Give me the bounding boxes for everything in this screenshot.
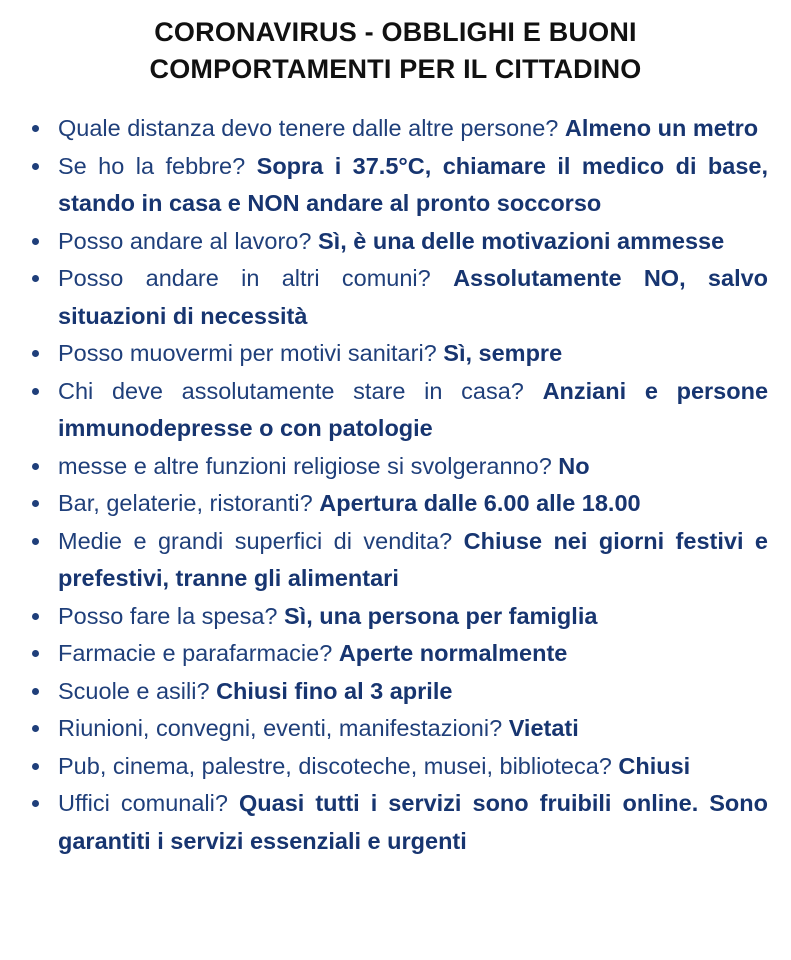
question-text: Farmacie e parafarmacie? bbox=[58, 640, 333, 666]
answer-text: Anziani e persone immunodepresse o con patologie bbox=[58, 377, 769, 441]
question-text: Medie e grandi superfici di vendita? bbox=[58, 527, 453, 554]
question-text: Quale distanza devo tenere dalle altre persone? bbox=[58, 115, 559, 141]
answer-text: Sopra i 37.5°C, chiamare il medico di base, stando in casa e NON andare al pronto soccorso bbox=[58, 152, 769, 216]
answer-text: Vietati bbox=[508, 715, 579, 741]
list-item bbox=[58, 485, 768, 523]
question-text: Chi deve assolutamente stare in casa? bbox=[58, 377, 524, 404]
faq-list bbox=[58, 110, 768, 860]
list-item bbox=[58, 148, 768, 223]
list-item bbox=[58, 110, 768, 148]
answer-text: Almeno un metro bbox=[564, 115, 759, 141]
list-item bbox=[58, 448, 768, 486]
list-item bbox=[58, 223, 768, 261]
list-item bbox=[58, 598, 768, 636]
question-text: Riunioni, convegni, eventi, manifestazioni? bbox=[58, 715, 503, 741]
answer-text: Chiusi fino al 3 aprile bbox=[216, 677, 453, 704]
list-item bbox=[58, 748, 768, 786]
question-text: Posso andare al lavoro? bbox=[58, 227, 312, 254]
list-item bbox=[58, 335, 768, 373]
list-item bbox=[58, 523, 768, 598]
answer-text: Apertura dalle 6.00 alle 18.00 bbox=[319, 490, 641, 516]
list-item bbox=[58, 260, 768, 335]
title-line-2: COMPORTAMENTI PER IL CITTADINO bbox=[149, 54, 642, 84]
title-line-1: CORONAVIRUS - OBBLIGHI E BUONI bbox=[154, 17, 637, 47]
question-text: Se ho la febbre? bbox=[58, 152, 246, 179]
answer-text: Quasi tutti i servizi sono fruibili online. Sono garantiti i servizi essenziali e urgenti bbox=[58, 790, 768, 854]
question-text: Scuole e asili? bbox=[58, 677, 210, 704]
question-text: Bar, gelaterie, ristoranti? bbox=[58, 490, 313, 516]
list-item bbox=[58, 673, 768, 711]
question-text: Posso fare la spesa? bbox=[58, 602, 278, 629]
list-item bbox=[58, 710, 768, 748]
question-text: Uffici comunali? bbox=[58, 790, 228, 816]
page-title bbox=[0, 0, 791, 88]
question-text: Posso muovermi per motivi sanitari? bbox=[58, 340, 437, 366]
answer-text: Chiusi bbox=[618, 752, 691, 779]
answer-text: Sì, sempre bbox=[443, 340, 563, 366]
answer-text: No bbox=[558, 452, 590, 479]
list-item bbox=[58, 635, 768, 673]
answer-text: Aperte normalmente bbox=[338, 640, 568, 666]
question-text: Posso andare in altri comuni? bbox=[58, 265, 431, 291]
list-item bbox=[58, 373, 768, 448]
list-item bbox=[58, 785, 768, 860]
answer-text: Assolutamente NO, salvo situazioni di necessità bbox=[58, 265, 769, 329]
question-text: Pub, cinema, palestre, discoteche, musei, biblioteca? bbox=[58, 752, 612, 779]
answer-text: Sì, una persona per famiglia bbox=[284, 602, 598, 629]
answer-text: Chiuse nei giorni festivi e prefestivi, tranne gli alimentari bbox=[58, 527, 768, 591]
answer-text: Sì, è una delle motivazioni ammesse bbox=[317, 227, 725, 254]
question-text: messe e altre funzioni religiose si svolgeranno? bbox=[58, 452, 552, 479]
